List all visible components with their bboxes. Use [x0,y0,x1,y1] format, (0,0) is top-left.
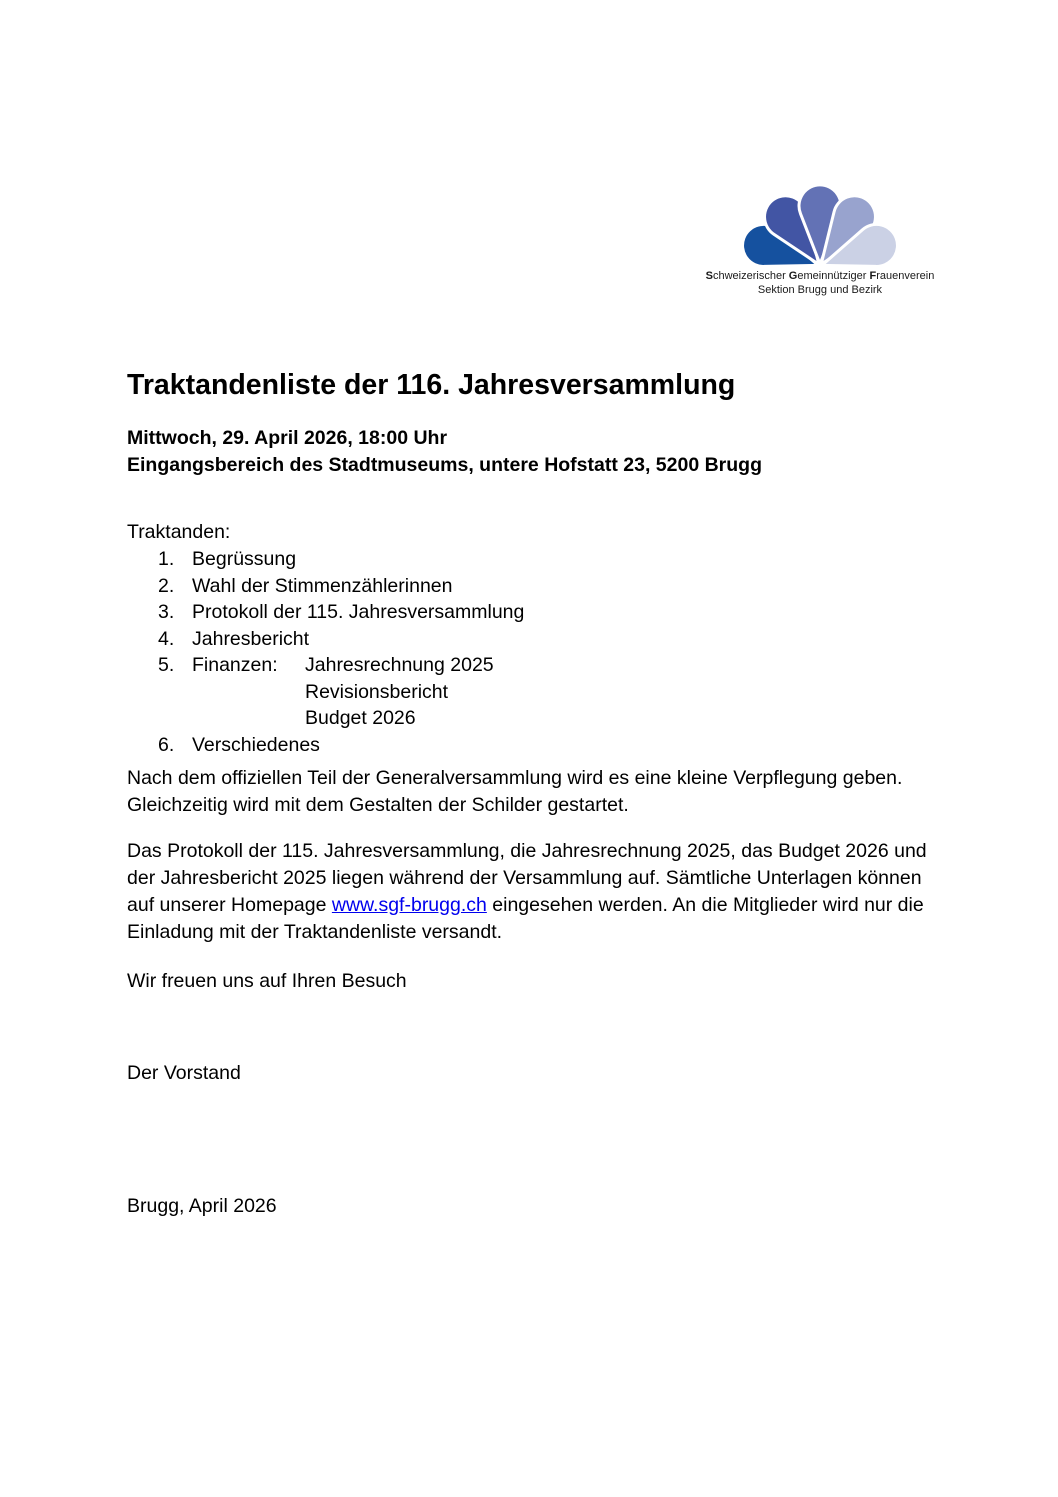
agenda-item-6 [158,732,524,759]
fan-logo-icon [730,176,910,271]
logo-caption-line2: Sektion Brugg und Bezirk [757,284,883,296]
closing-line: Wir freuen uns auf Ihren Besuch [127,970,407,992]
agenda-item-number: 1. [158,548,175,570]
signature-line: Der Vorstand [127,1062,241,1084]
agenda-item-4 [158,626,524,653]
event-datetime: Mittwoch, 29. April 2026, 18:00 Uhr [127,427,448,449]
agenda-item-2 [158,573,524,600]
agenda-item-text: Finanzen: [192,654,278,676]
agenda-item-text: Verschiedenes [192,733,320,756]
agenda-item-subitems [305,652,494,732]
paragraph-line: auf unserer Homepage [127,894,332,916]
agenda-list [158,546,524,758]
agenda-heading: Traktanden: [127,521,231,543]
paragraph-line: Einladung mit der Traktandenliste versandt. [127,921,503,943]
paragraph-refreshments [127,765,902,819]
agenda-item-3 [158,599,524,626]
paragraph-line: Nach dem offiziellen Teil der Generalversammlung wird es eine kleine Verpflegung geben. [127,767,903,789]
place-date-line: Brugg, April 2026 [127,1195,277,1217]
event-meta [127,425,762,479]
agenda-subitem: Jahresrechnung 2025 [305,654,494,676]
agenda-subitem: Revisionsbericht [305,680,449,703]
agenda-item-text: Wahl der Stimmenzählerinnen [192,574,453,597]
agenda-subitem: Budget 2026 [305,707,416,729]
agenda-item-number: 6. [158,733,175,756]
paragraph-line: eingesehen werden. An die Mitglieder wird nur die [486,894,924,916]
organization-logo [700,176,940,297]
agenda-item-text: Jahresbericht [192,627,310,650]
page-title: Traktandenliste der 116. Jahresversammlung [127,369,736,401]
agenda-item-text: Protokoll der 115. Jahresversammlung [192,601,525,623]
agenda-item-5 [158,652,524,732]
homepage-link[interactable]: www.sgf-brugg.ch [331,894,487,916]
agenda-item-text: Begrüssung [192,548,297,570]
event-location: Eingangsbereich des Stadtmuseums, untere Hofstatt 23, 5200 Brugg [127,454,762,476]
logo-caption-line1: Schweizerischer Gemeinnütziger Frauenverein [705,270,935,282]
paragraph-line: der Jahresbericht 2025 liegen während der Versammlung auf. Sämtliche Unterlagen können [127,867,922,889]
agenda-item-1 [158,546,524,573]
logo-caption [700,269,940,297]
agenda-item-number: 5. [158,654,175,676]
agenda-item-number: 2. [158,574,175,597]
agenda-item-number: 3. [158,601,175,623]
paragraph-documents [127,838,927,946]
agenda-item-number: 4. [158,627,175,650]
paragraph-line: Das Protokoll der 115. Jahresversammlung, die Jahresrechnung 2025, das Budget 2026 und [127,840,927,862]
paragraph-line: Gleichzeitig wird mit dem Gestalten der Schilder gestartet. [127,794,629,816]
